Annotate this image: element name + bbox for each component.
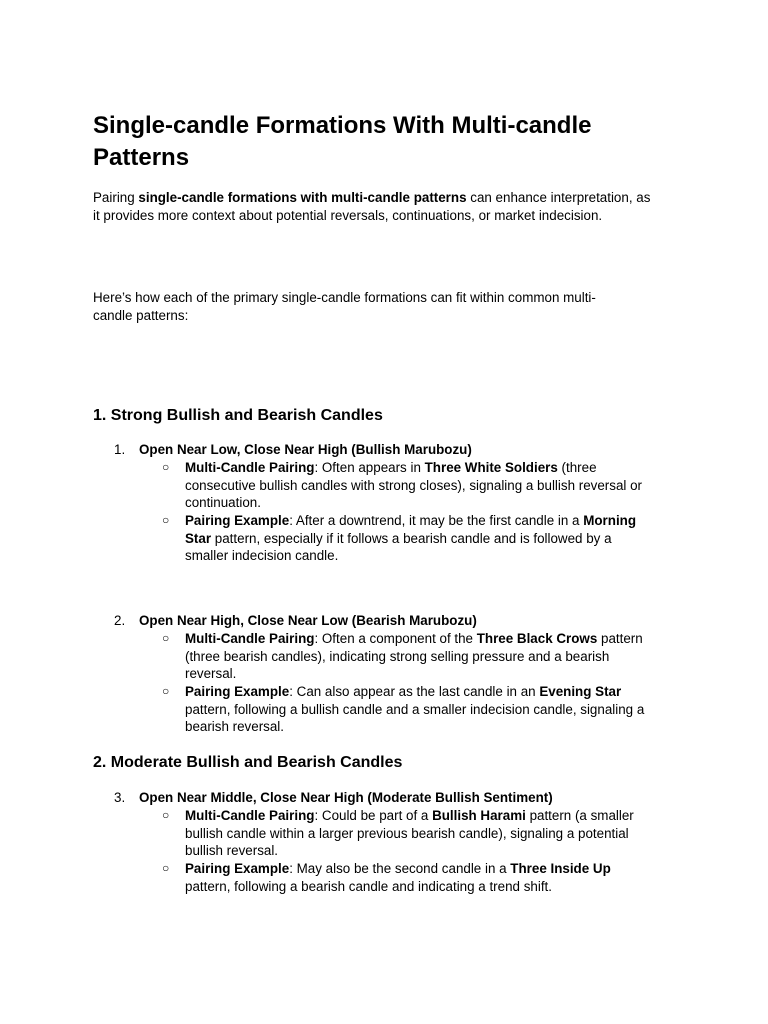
list-number: 1. [114, 442, 126, 457]
sub-item [162, 459, 655, 512]
intro-text-bold: single-candle formations with multi-candle patterns [138, 190, 467, 205]
bullet-circle-icon: ○ [162, 513, 170, 527]
list-item-title: Open Near Middle, Close Near High (Moderate Bullish Sentiment) [139, 790, 553, 805]
sub-item-label: Multi-Candle Pairing [185, 460, 315, 475]
sub-item-text: : Often a component of the [314, 631, 477, 646]
sub-item-text: pattern (a smaller bullish candle within a larger previous bearish candle), signaling a potential bullish reversal. [185, 808, 634, 859]
sub-item-label: Pairing Example [185, 513, 290, 528]
list-number: 3. [114, 790, 126, 805]
sub-item-text: : Could be part of a [314, 808, 433, 823]
sub-item-pattern: Bullish Harami [432, 808, 526, 823]
page-title: Single-candle Formations With Multi-candle Patterns [93, 112, 592, 171]
bullet-circle-icon: ○ [162, 808, 170, 822]
sub-item-text: : After a downtrend, it may be the first candle in a [289, 513, 584, 528]
lead-paragraph: Here’s how each of the primary single-candle formations can fit within common multi-candle patterns: [93, 290, 596, 323]
sub-item [162, 630, 655, 683]
sub-item-label: Multi-Candle Pairing [185, 808, 315, 823]
sub-item [162, 683, 655, 736]
sub-item-label: Pairing Example [185, 684, 290, 699]
intro-text-end: can enhance interpretation, as it provides more context about potential reversals, continuations, or market indecision. [93, 190, 651, 223]
intro-paragraph [93, 189, 653, 224]
bullet-circle-icon: ○ [162, 460, 170, 474]
list-number: 2. [114, 613, 126, 628]
section-heading-1: 1. Strong Bullish and Bearish Candles [93, 407, 383, 424]
section-heading-2: 2. Moderate Bullish and Bearish Candles [93, 754, 403, 771]
intro-text-start: Pairing [93, 190, 139, 205]
sub-item-label: Multi-Candle Pairing [185, 631, 315, 646]
sub-item-text: pattern, especially if it follows a bearish candle and is followed by a smaller indecision candle. [185, 530, 612, 564]
sub-item-label: Pairing Example [185, 861, 290, 876]
list-item-title: Open Near Low, Close Near High (Bullish Marubozu) [139, 442, 472, 457]
sub-item-pattern: Evening Star [539, 684, 622, 699]
sub-item [162, 860, 655, 895]
sub-item-pattern: Three Black Crows [476, 631, 598, 646]
sub-item-text: pattern, following a bullish candle and a smaller indecision candle, signaling a bearish reversal. [185, 701, 645, 735]
sub-item-text: : May also be the second candle in a [289, 861, 511, 876]
sub-item-pattern: Three Inside Up [510, 861, 611, 876]
bullet-circle-icon: ○ [162, 684, 170, 698]
sub-item-text: : Can also appear as the last candle in an [289, 684, 540, 699]
sub-item-text: (three consecutive bullish candles with strong closes), signaling a bullish reversal or continuation. [185, 460, 642, 511]
bullet-circle-icon: ○ [162, 631, 170, 645]
sub-item-pattern: Three White Soldiers [424, 460, 558, 475]
sub-item-pattern: Morning Star [185, 513, 637, 546]
sub-item [162, 512, 655, 565]
sub-item [162, 807, 655, 860]
list-item-title: Open Near High, Close Near Low (Bearish Marubozu) [139, 613, 477, 628]
sub-item-text: pattern (three bearish candles), indicating strong selling pressure and a bearish reversal. [185, 631, 643, 682]
sub-item-text: pattern, following a bearish candle and indicating a trend shift. [185, 878, 552, 894]
bullet-circle-icon: ○ [162, 861, 170, 875]
sub-item-text: : Often appears in [314, 460, 425, 475]
